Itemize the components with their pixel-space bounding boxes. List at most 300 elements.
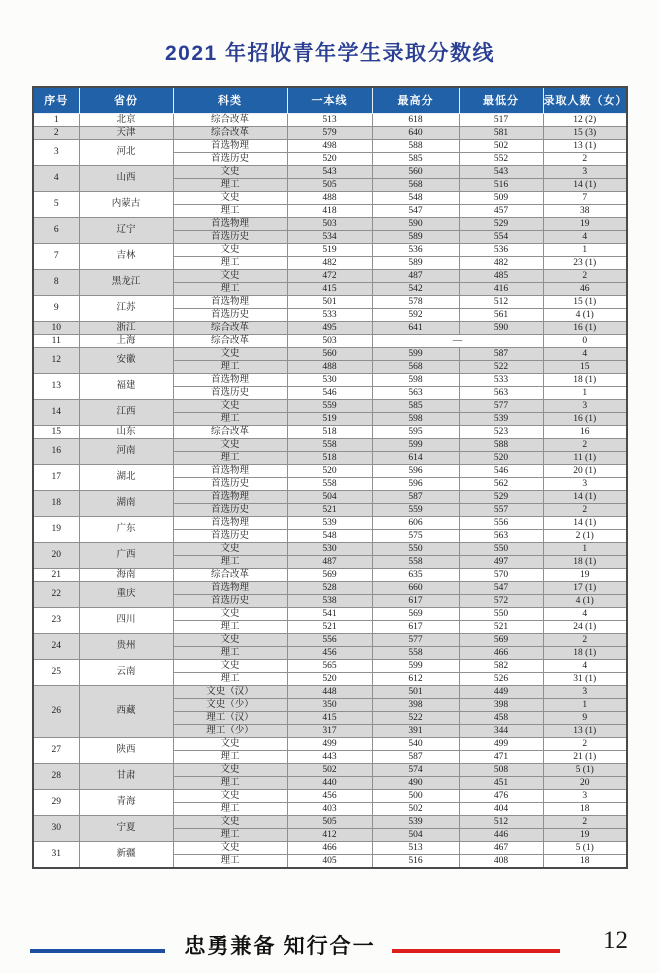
cell-province: 陕西: [79, 737, 173, 763]
cell-category: 理工: [173, 451, 287, 464]
cell-admit-count: 15 (3): [543, 126, 627, 139]
cell-index: 2: [33, 126, 79, 139]
cell-max-score: 522: [372, 711, 459, 724]
cell-category: 首选历史: [173, 503, 287, 516]
cell-min-score: 554: [459, 230, 543, 243]
cell-category: 理工: [173, 360, 287, 373]
table-row: [33, 490, 627, 503]
cell-category: 首选物理: [173, 490, 287, 503]
cell-province: 山东: [79, 425, 173, 438]
cell-max-score: 568: [372, 360, 459, 373]
cell-province: 天津: [79, 126, 173, 139]
cell-index: 16: [33, 438, 79, 464]
cell-category: 理工: [173, 802, 287, 815]
cell-min-score: 446: [459, 828, 543, 841]
cell-tier1-line: 456: [287, 789, 372, 802]
cell-admit-count: 2 (1): [543, 529, 627, 542]
cell-tier1-line: 456: [287, 646, 372, 659]
cell-admit-count: 4 (1): [543, 594, 627, 607]
cell-min-score: 344: [459, 724, 543, 737]
cell-tier1-line: 503: [287, 334, 372, 347]
cell-admit-count: 14 (1): [543, 178, 627, 191]
cell-tier1-line: 521: [287, 503, 372, 516]
cell-category: 首选历史: [173, 594, 287, 607]
cell-max-score: 599: [372, 347, 459, 360]
cell-admit-count: 2: [543, 269, 627, 282]
cell-admit-count: 4: [543, 230, 627, 243]
cell-admit-count: 1: [543, 386, 627, 399]
cell-tier1-line: 487: [287, 555, 372, 568]
cell-max-score: 589: [372, 230, 459, 243]
cell-category: 文史: [173, 347, 287, 360]
cell-tier1-line: 482: [287, 256, 372, 269]
cell-max-score: 578: [372, 295, 459, 308]
cell-admit-count: 18 (1): [543, 646, 627, 659]
table-row: [33, 789, 627, 802]
cell-index: 23: [33, 607, 79, 633]
cell-admit-count: 15 (1): [543, 295, 627, 308]
cell-admit-count: 1: [543, 542, 627, 555]
cell-province: 黑龙江: [79, 269, 173, 295]
cell-max-score: 617: [372, 620, 459, 633]
cell-tier1-line: 519: [287, 243, 372, 256]
cell-max-score: 614: [372, 451, 459, 464]
cell-max-score: 640: [372, 126, 459, 139]
table-row: [33, 113, 627, 126]
document-page: [0, 40, 660, 973]
cell-index: 24: [33, 633, 79, 659]
cell-tier1-line: 505: [287, 815, 372, 828]
cell-min-score: 457: [459, 204, 543, 217]
cell-max-score: 500: [372, 789, 459, 802]
cell-max-score: 617: [372, 594, 459, 607]
cell-category: 首选历史: [173, 477, 287, 490]
cell-min-score: 482: [459, 256, 543, 269]
cell-min-score: 582: [459, 659, 543, 672]
cell-category: 文史（少）: [173, 698, 287, 711]
cell-index: 27: [33, 737, 79, 763]
cell-tier1-line: 534: [287, 230, 372, 243]
cell-min-score: 533: [459, 373, 543, 386]
col-header-min-score: 最低分: [459, 87, 543, 113]
scores-table: [32, 86, 628, 869]
cell-category: 文史: [173, 633, 287, 646]
cell-admit-count: 9: [543, 711, 627, 724]
cell-admit-count: 2: [543, 438, 627, 451]
cell-min-score: 485: [459, 269, 543, 282]
cell-admit-count: 19: [543, 217, 627, 230]
cell-min-score: 563: [459, 386, 543, 399]
cell-category: 文史: [173, 243, 287, 256]
cell-max-score: 596: [372, 477, 459, 490]
cell-tier1-line: 350: [287, 698, 372, 711]
cell-admit-count: 2: [543, 737, 627, 750]
cell-max-score: 568: [372, 178, 459, 191]
cell-score-dash: —: [372, 334, 543, 347]
cell-tier1-line: 518: [287, 425, 372, 438]
cell-admit-count: 5 (1): [543, 763, 627, 776]
cell-max-score: 592: [372, 308, 459, 321]
cell-tier1-line: 412: [287, 828, 372, 841]
cell-category: 理工: [173, 854, 287, 868]
footer-blue-rule: [30, 949, 165, 953]
cell-min-score: 588: [459, 438, 543, 451]
cell-province: 湖南: [79, 490, 173, 516]
cell-max-score: 590: [372, 217, 459, 230]
cell-max-score: 490: [372, 776, 459, 789]
cell-admit-count: 18 (1): [543, 555, 627, 568]
cell-category: 首选历史: [173, 152, 287, 165]
cell-province: 内蒙古: [79, 191, 173, 217]
cell-max-score: 574: [372, 763, 459, 776]
cell-category: 首选历史: [173, 308, 287, 321]
cell-min-score: 563: [459, 529, 543, 542]
cell-category: 综合改革: [173, 568, 287, 581]
cell-max-score: 540: [372, 737, 459, 750]
table-row: [33, 841, 627, 854]
cell-admit-count: 4: [543, 347, 627, 360]
cell-admit-count: 20 (1): [543, 464, 627, 477]
cell-max-score: 398: [372, 698, 459, 711]
cell-min-score: 572: [459, 594, 543, 607]
cell-tier1-line: 558: [287, 438, 372, 451]
cell-province: 吉林: [79, 243, 173, 269]
cell-min-score: 570: [459, 568, 543, 581]
cell-category: 理工: [173, 620, 287, 633]
cell-category: 文史: [173, 789, 287, 802]
col-header-max-score: 最高分: [372, 87, 459, 113]
cell-province: 甘肃: [79, 763, 173, 789]
cell-min-score: 547: [459, 581, 543, 594]
cell-category: 理工（汉）: [173, 711, 287, 724]
cell-province: 江苏: [79, 295, 173, 321]
cell-min-score: 523: [459, 425, 543, 438]
cell-index: 9: [33, 295, 79, 321]
cell-min-score: 458: [459, 711, 543, 724]
cell-admit-count: 17 (1): [543, 581, 627, 594]
cell-index: 28: [33, 763, 79, 789]
cell-max-score: 589: [372, 256, 459, 269]
cell-admit-count: 19: [543, 568, 627, 581]
cell-admit-count: 2: [543, 633, 627, 646]
cell-category: 首选物理: [173, 295, 287, 308]
cell-max-score: 547: [372, 204, 459, 217]
col-header-province: 省份: [79, 87, 173, 113]
cell-province: 海南: [79, 568, 173, 581]
cell-max-score: 560: [372, 165, 459, 178]
cell-max-score: 587: [372, 490, 459, 503]
cell-tier1-line: 503: [287, 217, 372, 230]
cell-index: 12: [33, 347, 79, 373]
cell-admit-count: 4 (1): [543, 308, 627, 321]
cell-category: 首选物理: [173, 373, 287, 386]
cell-min-score: 522: [459, 360, 543, 373]
cell-admit-count: 2: [543, 503, 627, 516]
cell-min-score: 517: [459, 113, 543, 126]
cell-category: 首选物理: [173, 464, 287, 477]
page-title: 2021 年招收青年学生录取分数线: [164, 42, 496, 65]
table-row: [33, 607, 627, 620]
cell-max-score: 536: [372, 243, 459, 256]
cell-tier1-line: 546: [287, 386, 372, 399]
cell-max-score: 641: [372, 321, 459, 334]
cell-province: 新疆: [79, 841, 173, 868]
cell-province: 安徽: [79, 347, 173, 373]
cell-admit-count: 18: [543, 802, 627, 815]
cell-min-score: 467: [459, 841, 543, 854]
cell-admit-count: 23 (1): [543, 256, 627, 269]
footer-red-rule: [392, 949, 560, 953]
cell-tier1-line: 520: [287, 152, 372, 165]
cell-admit-count: 11 (1): [543, 451, 627, 464]
cell-min-score: 497: [459, 555, 543, 568]
cell-max-score: 660: [372, 581, 459, 594]
table-row: [33, 568, 627, 581]
cell-category: 理工: [173, 750, 287, 763]
cell-max-score: 577: [372, 633, 459, 646]
cell-index: 29: [33, 789, 79, 815]
cell-min-score: 516: [459, 178, 543, 191]
cell-admit-count: 3: [543, 477, 627, 490]
cell-province: 云南: [79, 659, 173, 685]
table-row: [33, 542, 627, 555]
cell-admit-count: 16: [543, 425, 627, 438]
cell-index: 14: [33, 399, 79, 425]
cell-max-score: 516: [372, 854, 459, 868]
cell-category: 综合改革: [173, 126, 287, 139]
cell-tier1-line: 518: [287, 451, 372, 464]
cell-tier1-line: 560: [287, 347, 372, 360]
cell-tier1-line: 556: [287, 633, 372, 646]
cell-tier1-line: 504: [287, 490, 372, 503]
cell-admit-count: 16 (1): [543, 412, 627, 425]
cell-admit-count: 21 (1): [543, 750, 627, 763]
cell-category: 首选历史: [173, 386, 287, 399]
cell-admit-count: 3: [543, 789, 627, 802]
cell-province: 浙江: [79, 321, 173, 334]
cell-category: 理工: [173, 178, 287, 191]
cell-category: 理工: [173, 828, 287, 841]
cell-min-score: 512: [459, 815, 543, 828]
cell-min-score: 520: [459, 451, 543, 464]
cell-category: 首选历史: [173, 230, 287, 243]
cell-admit-count: 2: [543, 152, 627, 165]
cell-category: 理工: [173, 672, 287, 685]
cell-category: 理工: [173, 646, 287, 659]
cell-max-score: 558: [372, 555, 459, 568]
header-row: [33, 87, 627, 113]
cell-category: 文史: [173, 438, 287, 451]
cell-tier1-line: 513: [287, 113, 372, 126]
cell-max-score: 598: [372, 412, 459, 425]
cell-category: 文史: [173, 737, 287, 750]
cell-tier1-line: 501: [287, 295, 372, 308]
cell-max-score: 575: [372, 529, 459, 542]
table-row: [33, 659, 627, 672]
cell-tier1-line: 533: [287, 308, 372, 321]
cell-min-score: 509: [459, 191, 543, 204]
cell-admit-count: 15: [543, 360, 627, 373]
cell-admit-count: 0: [543, 334, 627, 347]
cell-max-score: 548: [372, 191, 459, 204]
table-row: [33, 217, 627, 230]
cell-index: 20: [33, 542, 79, 568]
cell-category: 文史: [173, 165, 287, 178]
cell-min-score: 529: [459, 490, 543, 503]
cell-max-score: 595: [372, 425, 459, 438]
cell-tier1-line: 495: [287, 321, 372, 334]
cell-min-score: 449: [459, 685, 543, 698]
cell-tier1-line: 443: [287, 750, 372, 763]
cell-min-score: 502: [459, 139, 543, 152]
table-row: [33, 334, 627, 347]
cell-admit-count: 16 (1): [543, 321, 627, 334]
cell-tier1-line: 488: [287, 360, 372, 373]
cell-admit-count: 14 (1): [543, 490, 627, 503]
cell-min-score: 550: [459, 542, 543, 555]
cell-max-score: 559: [372, 503, 459, 516]
col-header-index: 序号: [33, 87, 79, 113]
cell-admit-count: 3: [543, 165, 627, 178]
cell-category: 文史: [173, 659, 287, 672]
cell-admit-count: 1: [543, 243, 627, 256]
cell-category: 文史: [173, 841, 287, 854]
cell-max-score: 598: [372, 373, 459, 386]
cell-admit-count: 7: [543, 191, 627, 204]
cell-admit-count: 4: [543, 607, 627, 620]
cell-admit-count: 19: [543, 828, 627, 841]
cell-category: 首选物理: [173, 581, 287, 594]
cell-max-score: 585: [372, 399, 459, 412]
cell-category: 综合改革: [173, 321, 287, 334]
cell-index: 6: [33, 217, 79, 243]
table-row: [33, 191, 627, 204]
table-row: [33, 269, 627, 282]
table-row: [33, 516, 627, 529]
cell-province: 上海: [79, 334, 173, 347]
cell-index: 5: [33, 191, 79, 217]
cell-tier1-line: 448: [287, 685, 372, 698]
cell-index: 1: [33, 113, 79, 126]
cell-tier1-line: 499: [287, 737, 372, 750]
cell-min-score: 499: [459, 737, 543, 750]
cell-category: 综合改革: [173, 425, 287, 438]
cell-province: 广西: [79, 542, 173, 568]
cell-min-score: 581: [459, 126, 543, 139]
cell-min-score: 471: [459, 750, 543, 763]
cell-min-score: 398: [459, 698, 543, 711]
cell-admit-count: 38: [543, 204, 627, 217]
cell-tier1-line: 405: [287, 854, 372, 868]
cell-province: 江西: [79, 399, 173, 425]
cell-province: 辽宁: [79, 217, 173, 243]
cell-index: 10: [33, 321, 79, 334]
cell-min-score: 521: [459, 620, 543, 633]
cell-min-score: 529: [459, 217, 543, 230]
table-row: [33, 165, 627, 178]
cell-index: 30: [33, 815, 79, 841]
table-row: [33, 737, 627, 750]
cell-admit-count: 3: [543, 399, 627, 412]
cell-max-score: 612: [372, 672, 459, 685]
cell-min-score: 550: [459, 607, 543, 620]
cell-tier1-line: 538: [287, 594, 372, 607]
cell-tier1-line: 440: [287, 776, 372, 789]
table-row: [33, 815, 627, 828]
table-row: [33, 633, 627, 646]
cell-category: 首选物理: [173, 516, 287, 529]
cell-category: 文史: [173, 607, 287, 620]
cell-admit-count: 12 (2): [543, 113, 627, 126]
cell-tier1-line: 505: [287, 178, 372, 191]
col-header-admit-count: 录取人数（女）: [543, 87, 627, 113]
cell-tier1-line: 403: [287, 802, 372, 815]
cell-category: 首选物理: [173, 139, 287, 152]
table-header: [33, 87, 627, 113]
cell-province: 青海: [79, 789, 173, 815]
table-row: [33, 425, 627, 438]
page-number: 12: [603, 927, 628, 954]
cell-tier1-line: 520: [287, 672, 372, 685]
cell-admit-count: 13 (1): [543, 724, 627, 737]
cell-min-score: 512: [459, 295, 543, 308]
cell-tier1-line: 498: [287, 139, 372, 152]
cell-admit-count: 1: [543, 698, 627, 711]
cell-tier1-line: 579: [287, 126, 372, 139]
cell-admit-count: 18: [543, 854, 627, 868]
cell-max-score: 618: [372, 113, 459, 126]
cell-max-score: 391: [372, 724, 459, 737]
cell-tier1-line: 466: [287, 841, 372, 854]
cell-max-score: 504: [372, 828, 459, 841]
cell-admit-count: 24 (1): [543, 620, 627, 633]
cell-province: 山西: [79, 165, 173, 191]
cell-index: 25: [33, 659, 79, 685]
cell-category: 理工: [173, 256, 287, 269]
table-row: [33, 295, 627, 308]
cell-max-score: 606: [372, 516, 459, 529]
cell-min-score: 556: [459, 516, 543, 529]
cell-province: 北京: [79, 113, 173, 126]
cell-index: 15: [33, 425, 79, 438]
cell-province: 贵州: [79, 633, 173, 659]
cell-province: 重庆: [79, 581, 173, 607]
cell-min-score: 557: [459, 503, 543, 516]
cell-max-score: 563: [372, 386, 459, 399]
table-row: [33, 438, 627, 451]
cell-max-score: 487: [372, 269, 459, 282]
table-row: [33, 399, 627, 412]
cell-admit-count: 4: [543, 659, 627, 672]
table-row: [33, 139, 627, 152]
cell-max-score: 539: [372, 815, 459, 828]
cell-category: 综合改革: [173, 113, 287, 126]
cell-min-score: 590: [459, 321, 543, 334]
cell-admit-count: 46: [543, 282, 627, 295]
cell-index: 26: [33, 685, 79, 737]
table-row: [33, 321, 627, 334]
cell-province: 四川: [79, 607, 173, 633]
cell-tier1-line: 565: [287, 659, 372, 672]
cell-min-score: 552: [459, 152, 543, 165]
cell-tier1-line: 558: [287, 477, 372, 490]
cell-tier1-line: 418: [287, 204, 372, 217]
col-header-tier1-line: 一本线: [287, 87, 372, 113]
cell-max-score: 596: [372, 464, 459, 477]
cell-tier1-line: 488: [287, 191, 372, 204]
cell-admit-count: 31 (1): [543, 672, 627, 685]
cell-max-score: 635: [372, 568, 459, 581]
